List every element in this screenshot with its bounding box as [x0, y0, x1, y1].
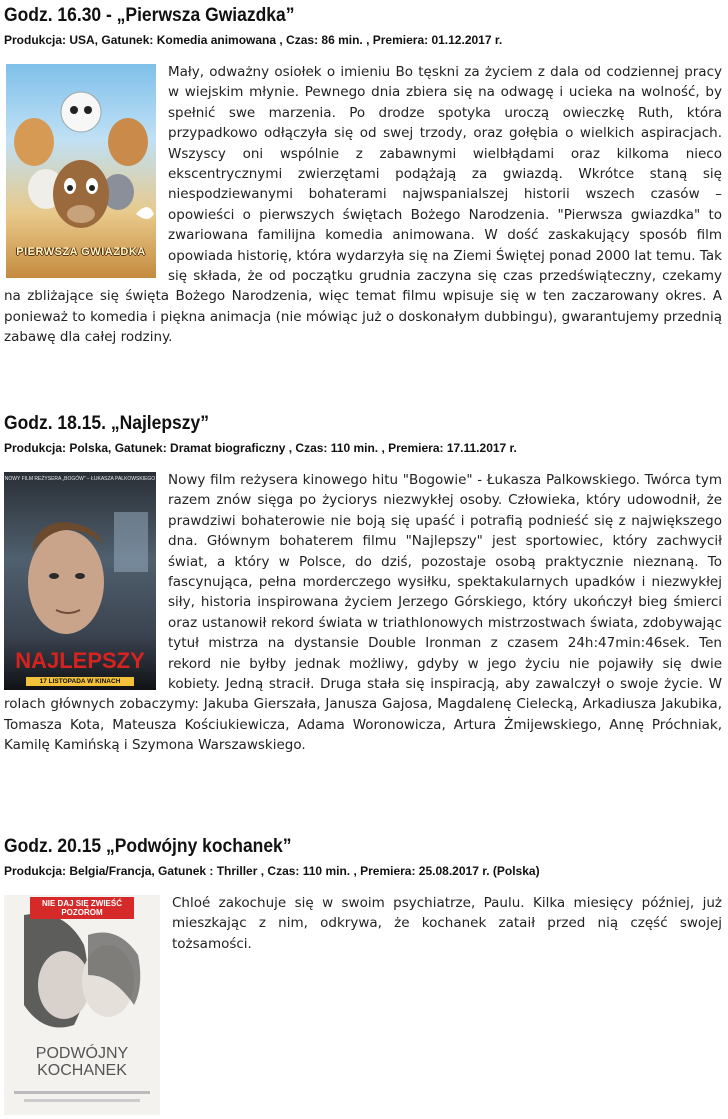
movie-meta: Produkcja: USA, Gatunek: Komedia animowana , Czas: 86 min. , Premiera: 01.12.2017 r.	[4, 33, 503, 47]
poster-illustration	[4, 895, 160, 1115]
movie-poster-image	[6, 64, 156, 278]
movie-meta: Produkcja: Belgia/Francja, Gatunek : Thriller , Czas: 110 min. , Premiera: 25.08.2017 r. (Polska)	[4, 864, 540, 878]
movie-poster-image	[4, 895, 160, 1115]
poster-title-line2: KOCHANEK	[37, 1062, 127, 1079]
movie-entry-najlepszy	[4, 412, 722, 756]
movie-poster-image	[4, 472, 156, 690]
movie-meta: Produkcja: Polska, Gatunek: Dramat biograficzny , Czas: 110 min. , Premiera: 17.11.2017 r.	[4, 441, 517, 455]
movie-title: Godz. 18.15. „Najlepszy”	[4, 413, 209, 434]
movie-body	[4, 470, 722, 756]
poster-date-band: 17 LISTOPADA W KINACH	[26, 677, 134, 686]
movie-description: Chloé zakochuje się w swoim psychiatrze, Paulu. Kilka miesięcy później, już mieszkając z nim, odkrywa, że kochanek zataił przed nią część swojej tożsamości.	[172, 895, 722, 952]
poster-title	[4, 1045, 160, 1079]
movie-title: Godz. 16.30 - „Pierwsza Gwiazdka”	[4, 5, 295, 26]
movie-description: Mały, odważny osiołek o imieniu Bo tęskni za życiem z dala od codziennej pracy w wiejskim młynie. Pewnego dnia zbiera się na odwagę i ucieka na wolność, by spełnić swe marzenia. Po drodze spotyka uroczą owieczkę Ruth, która przypadkowo odłączyła się od swej trzody, oraz gołębia o wielkich aspiracjach. Wszyscy oni wspólnie z zabawnymi wielbłądami oraz kilkoma nieco ekscentrycznymi zwierzętami podążają za gwiazdą. Wkrótce staną się niespodziewanymi bohaterami najwspanialszej historii wszech czasów – opowieści o pierwszych świętach Bożego Narodzenia. "Pierwsza gwiazdka" to zwariowana familijna komedia animowana. W dość zaskakujący sposób film opowiada historię, która wydarzyła się na Ziemi Świętej ponad 2000 lat temu. Tak się składa, że od początku grudnia zaczyna się czas przedświąteczny, czekamy na zbliżające się święta Bożego Narodzenia, więc temat filmu wpisuje się w ten zaczarowany okres. A ponieważ to komedia i piękna animacja (nie mówiąc już o doskonałym dubbingu), gwarantujemy przednią zabawę dla całej rodziny.	[4, 64, 722, 346]
poster-tagline: NIE DAJ SIĘ ZWIEŚĆ POZOROM	[30, 897, 134, 919]
movie-body	[4, 62, 722, 348]
movie-entry-pierwsza-gwiazdka	[4, 4, 722, 348]
poster-title: NAJLEPSZY	[15, 648, 145, 673]
poster-title: PIERWSZA GWIAZDKA	[16, 246, 146, 258]
movie-description: Nowy film reżysera kinowego hitu "Bogowie" - Łukasza Palkowskiego. Twórca tym razem znów sięga po życiorys niezwykłej osoby. Człowieka, który udowodnił, że prawdziwi bohaterowie nie boją się upaść i potrafią podnieść się z największego dna. Głównym bohaterem filmu "Najlepszy" jest sportowiec, który zachwycił świat, a który w Polsce, do dziś, pozostaje osobą praktycznie nieznaną. To fascynująca, pełna morderczego wysiłku, spektakularnych upadków i niezwykłej siły, historia inspirowana życiem Jerzego Górskiego, który ukończył bieg śmierci oraz ustanowił rekord świata w triathlonowych mistrzostwach świata, zdobywając tytuł mistrza na dystansie Double Ironman z czasem 24h:47min:46sek. Ten rekord nie byłby jednak możliwy, gdyby w jego życiu nie pojawiły się dwie kobiety. Jedną stracił. Druga stała się inspiracją, aby zawalczył o swoje życie. W rolach głównych zobaczymy: Jakuba Gierszała, Janusza Gajosa, Magdalenę Cielecką, Arkadiusza Jakubika, Tomasza Kota, Mateusza Kościukiewicza, Adama Woronowicza, Artura Żmijewskiego, Annę Próchniak, Kamilę Kamińską i Szymona Warszawskiego.	[4, 472, 722, 754]
poster-tagline: NOWY FILM REŻYSERA „BOGÓW” – ŁUKASZA PALKOWSKIEGO	[4, 476, 156, 482]
poster-title-line1: PODWÓJNY	[35, 1045, 129, 1062]
movie-body	[4, 893, 722, 1119]
movie-title: Godz. 20.15 „Podwójny kochanek”	[4, 836, 292, 857]
movie-entry-podwojny-kochanek	[4, 835, 722, 1119]
